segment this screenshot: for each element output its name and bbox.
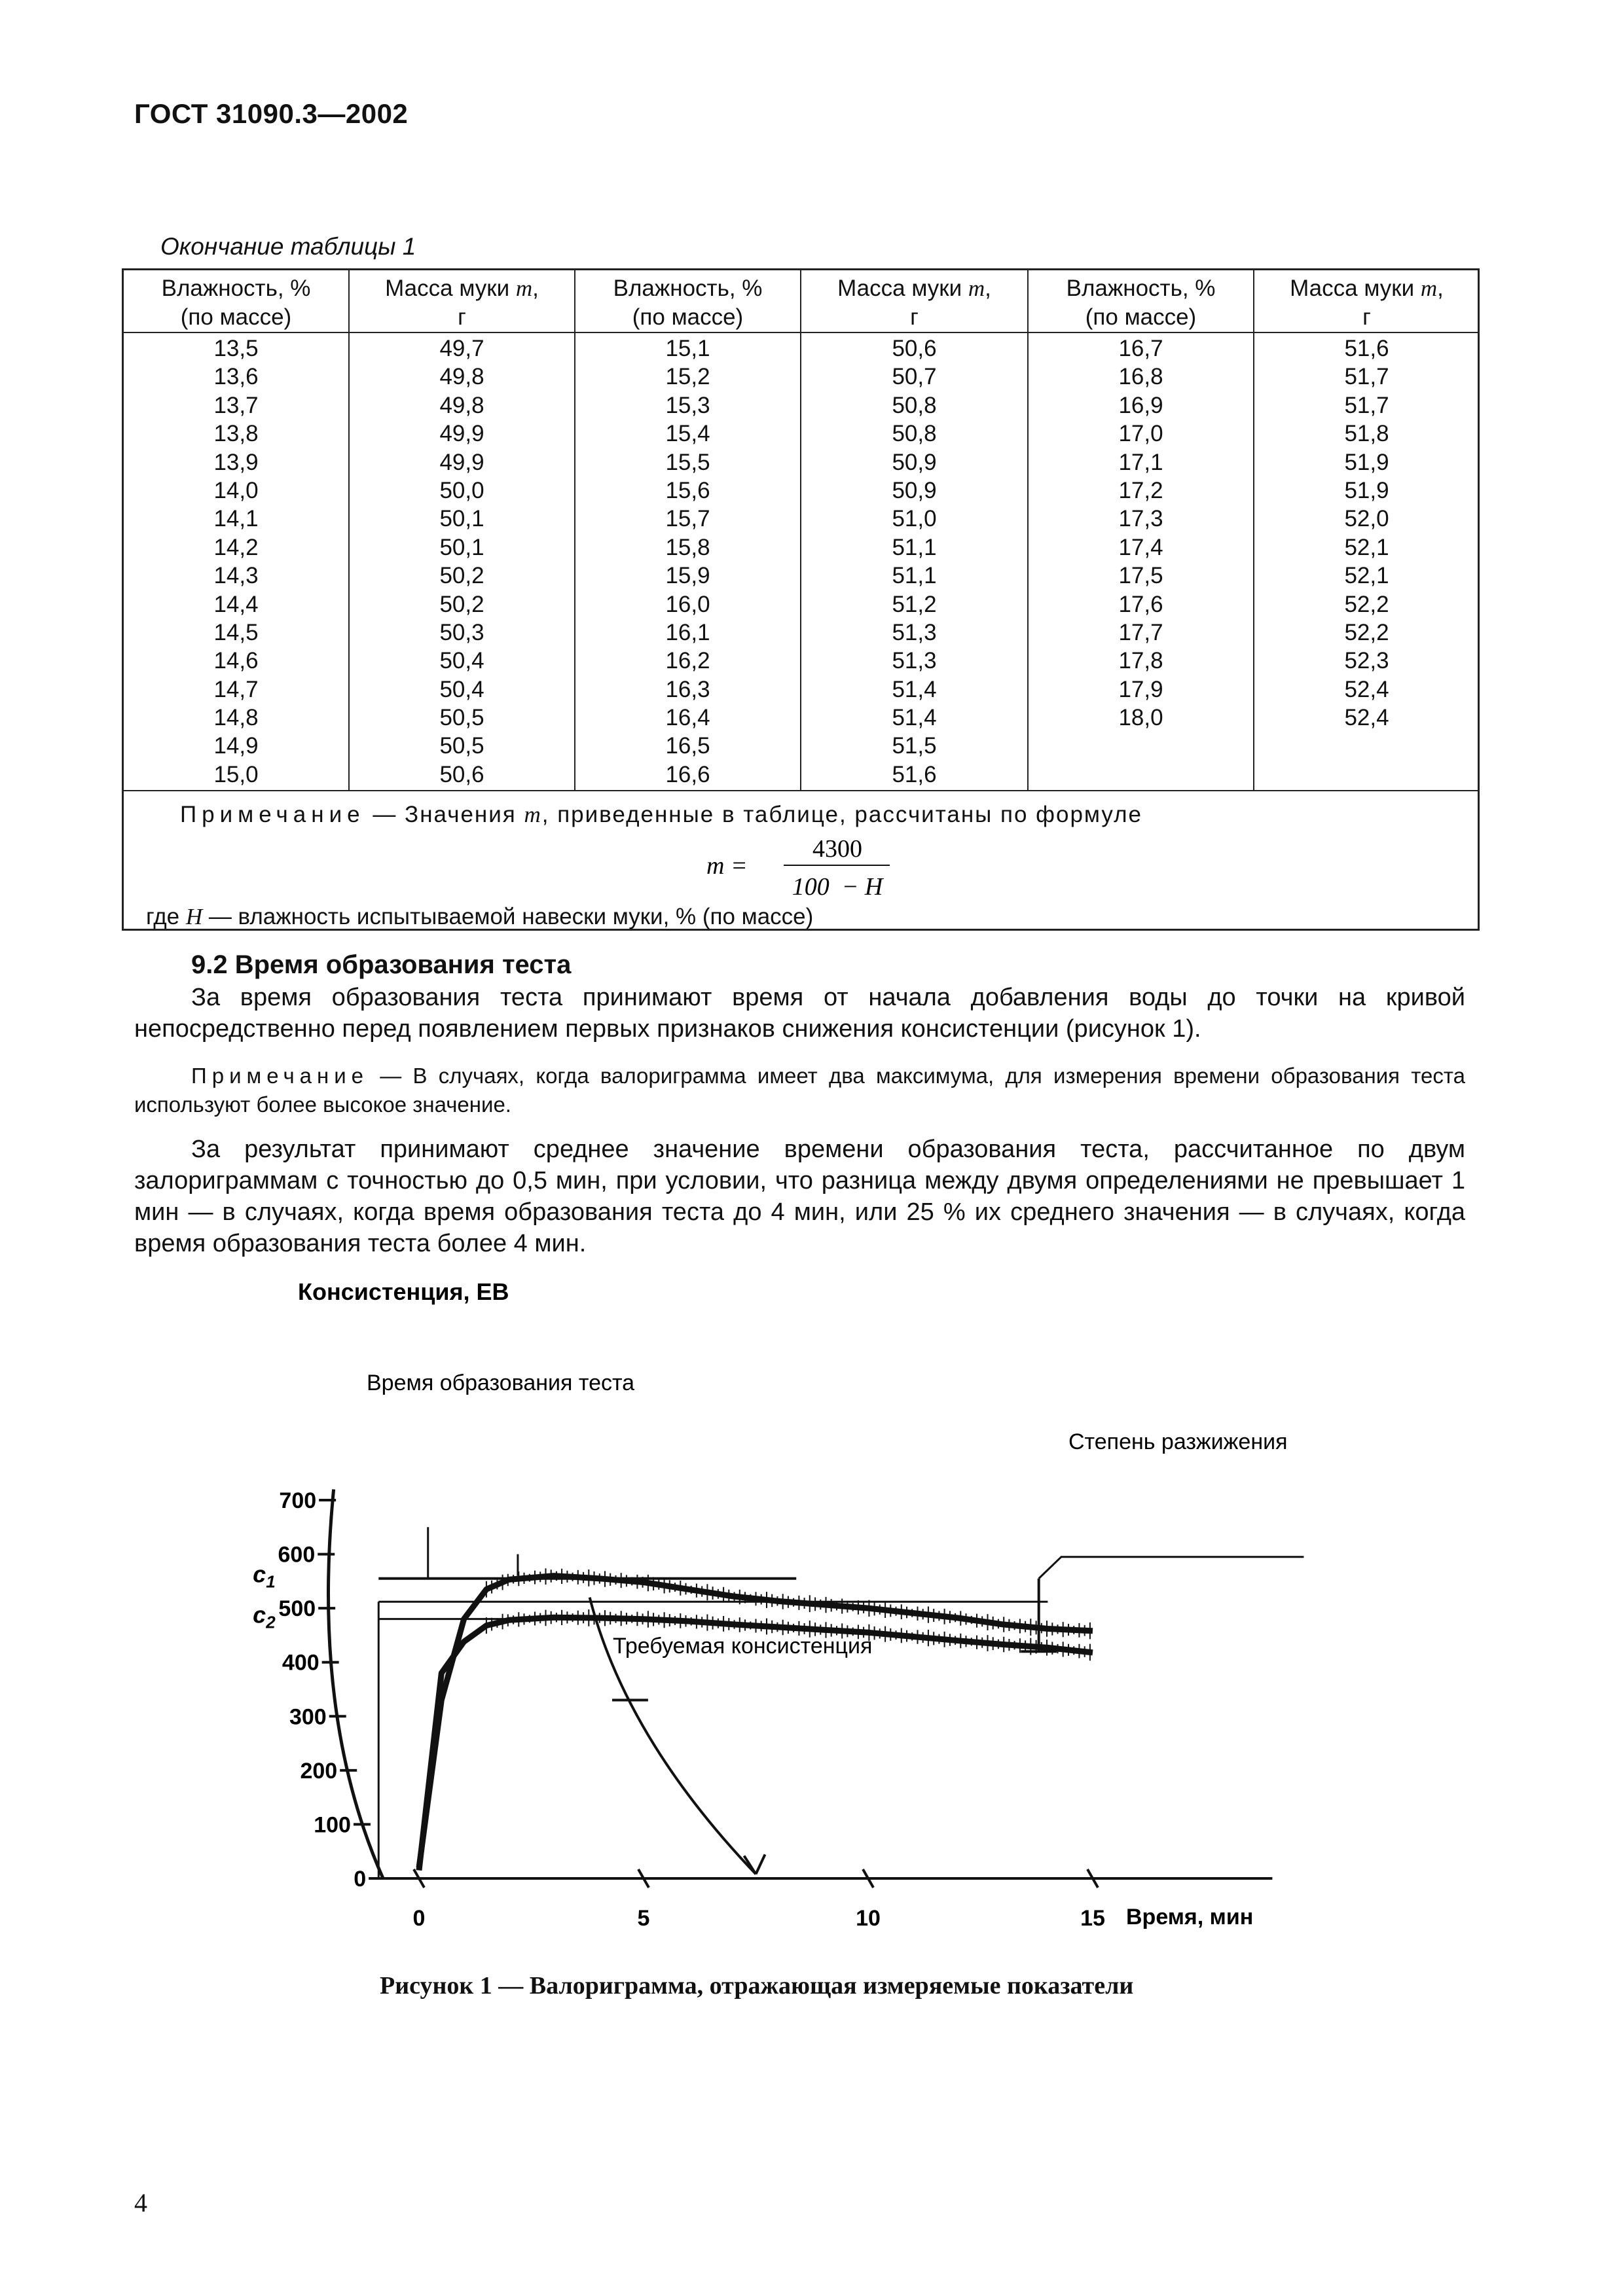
x-tick-label: 0 [412,1906,426,1931]
table-cell: 51,3 [892,619,937,645]
table-cell: 17,5 [1118,563,1163,589]
column-header-mass: Масса муки m, г [1290,276,1444,330]
note-label: Примечание [191,1064,369,1088]
paragraph: За время образования теста принимают время от начала добавления воды до точки на кривой непосредственно перед появлением первых признаков снижения консистенции (рисунок 1). [134,984,1465,1043]
table-cell: 51,9 [1344,449,1389,475]
table-cell: 51,5 [892,733,937,759]
table-cell: 50,5 [439,733,484,759]
table-cell: 50,3 [439,619,484,645]
table-cell: 17,8 [1118,648,1163,674]
table-cell: 52,0 [1344,506,1389,532]
table-cell: 52,4 [1344,676,1389,702]
y-tick-label: 400 [282,1650,319,1676]
y-tick-label: 500 [278,1596,316,1622]
y-tick-label: 600 [278,1542,316,1568]
section-title: 9.2 Время образования теста [191,950,572,979]
table-cell: 51,3 [892,648,937,674]
table-cell: 50,8 [892,392,937,418]
table-cell: 17,7 [1118,619,1163,645]
table-cell: 13,7 [213,392,259,418]
figure-caption: Рисунок 1 — Валориграмма, отражающая измеряемые показатели [380,1972,1134,2000]
formula-numerator: 4300 [812,835,862,863]
table-cell: 51,7 [1344,392,1389,418]
note-where: где H — влажность испытываемой навески муки, % (по массе) [146,904,814,929]
x-axis-label: Время, мин [1126,1905,1254,1929]
document-header: ГОСТ 31090.3—2002 [134,98,409,129]
table-cell: 50,6 [892,336,937,361]
table-cell: 16,8 [1118,364,1163,390]
table-caption: Окончание таблицы 1 [160,233,416,260]
table-cell: 52,4 [1344,705,1389,731]
table-cell: 16,7 [1118,336,1163,361]
table-cell: 16,6 [665,761,710,787]
table-cell: 14,9 [213,733,259,759]
paragraph: За результат принимают среднее значение времени образования теста, рассчитанное по двум залориграммам с точностью до 0,5 мин, при условии, что разница между двумя определениями не превышает 1 мин — в случаях, когда время образования теста до 4 мин, или 25 % их среднего значения — в случаях, когда время образования теста более 4 мин. [134,1136,1465,1257]
table-cell: 14,4 [213,591,259,617]
table-cell: 14,6 [213,648,259,674]
table-cell: 49,8 [439,364,484,390]
table-cell: 13,5 [213,336,259,361]
table-cell: 15,9 [665,563,710,589]
column-header-moisture: Влажность, % (по массе) [613,276,763,330]
c2-label: $c_2$ [253,1601,276,1632]
table-cell: 50,9 [892,449,937,475]
column-values [1254,334,1479,732]
c1-label: $c_1$ [253,1560,276,1592]
table-cell: 16,1 [665,619,710,645]
formula-denominator: 100 − H [792,873,883,900]
softening-leader [1039,1557,1304,1579]
note-text: — В случаях, когда валориграмма имеет два максимума, для измерения времени образования теста используют более высокое значение. [134,1064,1465,1117]
table-cell: 50,1 [439,506,484,532]
table-cell: 16,3 [665,676,710,702]
table-cell: 15,0 [213,761,259,787]
table-cell: 17,6 [1118,591,1163,617]
column-header-moisture: Влажность, % (по массе) [1066,276,1216,330]
table-cell: 51,4 [892,676,937,702]
table-cell: 14,8 [213,705,259,731]
table-cell: 49,8 [439,392,484,418]
table-cell: 50,0 [439,477,484,503]
table-cell: 14,5 [213,619,259,645]
table-cell: 52,1 [1344,534,1389,560]
x-tick-label: 10 [856,1906,881,1931]
column-values [801,334,1027,789]
table-cell: 49,9 [439,421,484,447]
table-cell: 15,7 [665,506,710,532]
table-cell: 17,0 [1118,421,1163,447]
table-cell: 50,6 [439,761,484,787]
table-cell: 14,1 [213,506,259,532]
table-cell: 51,8 [1344,421,1389,447]
table-cell: 13,6 [213,364,259,390]
column-header-mass: Масса муки m, г [385,276,539,330]
table-cell: 50,8 [892,421,937,447]
table-cell: 14,7 [213,676,259,702]
table-cell: 52,2 [1344,619,1389,645]
table-cell: 16,9 [1118,392,1163,418]
table-cell: 50,4 [439,648,484,674]
column-values [575,334,800,789]
y-tick-label: 100 [314,1812,351,1838]
y-axis-label: Консистенция, ЕВ [298,1278,509,1305]
table-cell: 16,2 [665,648,710,674]
table-cell: 50,1 [439,534,484,560]
column-header-mass: Масса муки m, г [837,276,991,330]
column-values [350,334,574,789]
table-cell: 51,2 [892,591,937,617]
table-cell: 17,2 [1118,477,1163,503]
table-cell: 51,4 [892,705,937,731]
data-table [122,268,1480,931]
y-ticks [278,1488,386,1892]
table-cell: 15,5 [665,449,710,475]
table-cell: 50,7 [892,364,937,390]
table-cell: 14,3 [213,563,259,589]
valorigram-chart [0,1270,1623,1937]
table-cell: 17,1 [1118,449,1163,475]
table-cell: 51,0 [892,506,937,532]
table-cell: 51,6 [892,761,937,787]
formula-lhs: m = [706,852,748,880]
table-cell: 49,9 [439,449,484,475]
table-cell: 52,3 [1344,648,1389,674]
table-cell: 50,2 [439,591,484,617]
table-cell: 15,4 [665,421,710,447]
table-cell: 14,2 [213,534,259,560]
curves [419,1568,1093,1870]
x-tick-label: 15 [1080,1906,1105,1931]
formula-graphic [706,834,890,900]
table-cell: 17,9 [1118,676,1163,702]
x-tick-label: 5 [637,1906,650,1931]
table-cell: 16,0 [665,591,710,617]
table-cell: 49,7 [439,336,484,361]
page-number: 4 [134,2188,147,2217]
table-cell: 51,9 [1344,477,1389,503]
table-cell: 52,2 [1344,591,1389,617]
table-cell: 14,0 [213,477,259,503]
note-label: Примечание [180,802,365,827]
table-cell: 17,4 [1118,534,1163,560]
table-cell: 18,0 [1118,705,1163,731]
table-cell: 15,8 [665,534,710,560]
required-consistency-label: Требуемая консистенция [613,1634,873,1659]
note-text: — Значения m, приведенные в таблице, рассчитаны по формуле [373,802,1142,827]
column-header-moisture: Влажность, % (по массе) [161,276,311,330]
table-cell: 13,8 [213,421,259,447]
table-header-divider [124,332,1478,333]
y-tick-label: 300 [289,1704,327,1730]
table-cell: 52,1 [1344,563,1389,589]
softening-label: Степень разжижения [1068,1429,1288,1454]
table-cell: 51,1 [892,534,937,560]
table-cell: 50,4 [439,676,484,702]
table-cell: 51,1 [892,563,937,589]
table-cell: 16,5 [665,733,710,759]
table-cell: 50,9 [892,477,937,503]
y-tick-label: 0 [354,1867,367,1892]
formation-time-label: Время образования теста [367,1371,635,1395]
table-note-divider [124,790,1478,791]
table-cell: 15,6 [665,477,710,503]
table-note [180,802,1142,828]
column-values [124,334,348,789]
table-cell: 13,9 [213,449,259,475]
y-tick-label: 200 [300,1758,338,1784]
formula [706,834,890,906]
table-cell: 17,3 [1118,506,1163,532]
table-cell: 16,4 [665,705,710,731]
table-cell: 15,1 [665,336,710,361]
table-cell: 51,7 [1344,364,1389,390]
section-note [134,1062,1465,1119]
column-values [1029,334,1253,732]
y-tick-label: 700 [279,1488,317,1514]
table-cell: 50,5 [439,705,484,731]
table-cell: 15,2 [665,364,710,390]
table-cell: 50,2 [439,563,484,589]
table-cell: 15,3 [665,392,710,418]
table-cell: 51,6 [1344,336,1389,361]
